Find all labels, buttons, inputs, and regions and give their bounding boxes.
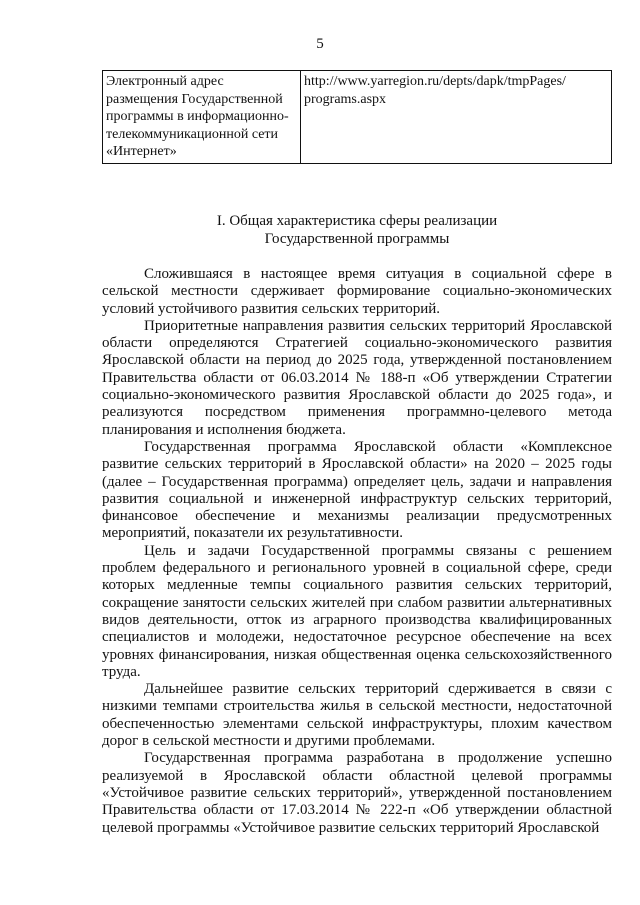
table-cell-url: http://www.yarregion.ru/depts/dapk/tmpPages/ programs.aspx — [301, 71, 612, 164]
body-text — [102, 266, 612, 837]
section-title-line: Государственной программы — [264, 231, 450, 247]
paragraph: Приоритетные направления развития сельских территорий Ярославской области определяются Стратегией социально-экономического развития Ярославской области на период до 2025 года, утвержденной постановлением Правительства области от 06.03.2014 № 188-п «Об утверждении Стратегии социально-экономического развития Ярославской области до 2025 года», и реализуются посредством применения программно-целевого метода планирования и исполнения бюджета. — [102, 317, 612, 438]
program-info-table — [102, 70, 612, 164]
table-row — [103, 71, 612, 164]
paragraph: Дальнейшее развитие сельских территорий сдерживается в связи с низкими темпами строительства жилья в сельской местности, недостаточной обеспеченностью элементами сельской инфраструктуры, плохим качеством дорог в сельской местности и другими проблемами. — [102, 681, 612, 750]
paragraph: Государственная программа Ярославской области «Комплексное развитие сельских территорий в Ярославской области» на 2020 – 2025 годы (далее – Государственная программа) определяет цель, задачи и направления развития социальной и инженерной инфраструктур сельских территорий, финансовое обеспечение и механизмы реализации предусмотренных мероприятий, показатели их результативности. — [102, 438, 612, 542]
section-title-line: I. Общая характеристика сферы реализации — [216, 213, 498, 229]
paragraph: Государственная программа разработана в продолжение успешно реализуемой в Ярославской области областной целевой программы «Устойчивое развитие сельских территорий», утвержденной постановлением Правительства области от 17.03.2014 № 222-п «Об утверждении областной целевой программы «Устойчивое развитие сельских территорий Ярославской — [102, 750, 612, 836]
section-title — [102, 212, 612, 248]
paragraph: Цель и задачи Государственной программы связаны с решением проблем федерального и регионального уровней в социальной сфере, среди которых медленные темпы социального развития сельских территорий, сокращение занятости сельских жителей при слабом развитии альтернативных видов деятельности, отток из аграрного производства квалифицированных специалистов и молодежи, недостаточное ресурсное обеспечение на всех уровнях финансирования, низкая общественная оценка сельскохозяйственного труда. — [102, 542, 612, 680]
page-number: 5 — [316, 36, 324, 52]
paragraph: Сложившаяся в настоящее время ситуация в социальной сфере в сельской местности сдерживает формирование социально-экономических условий устойчивого развития сельских территорий. — [102, 266, 612, 317]
table-cell-label: Электронный адрес размещения Государственной программы в информационно-телекоммуникационной сети «Интернет» — [103, 71, 301, 164]
